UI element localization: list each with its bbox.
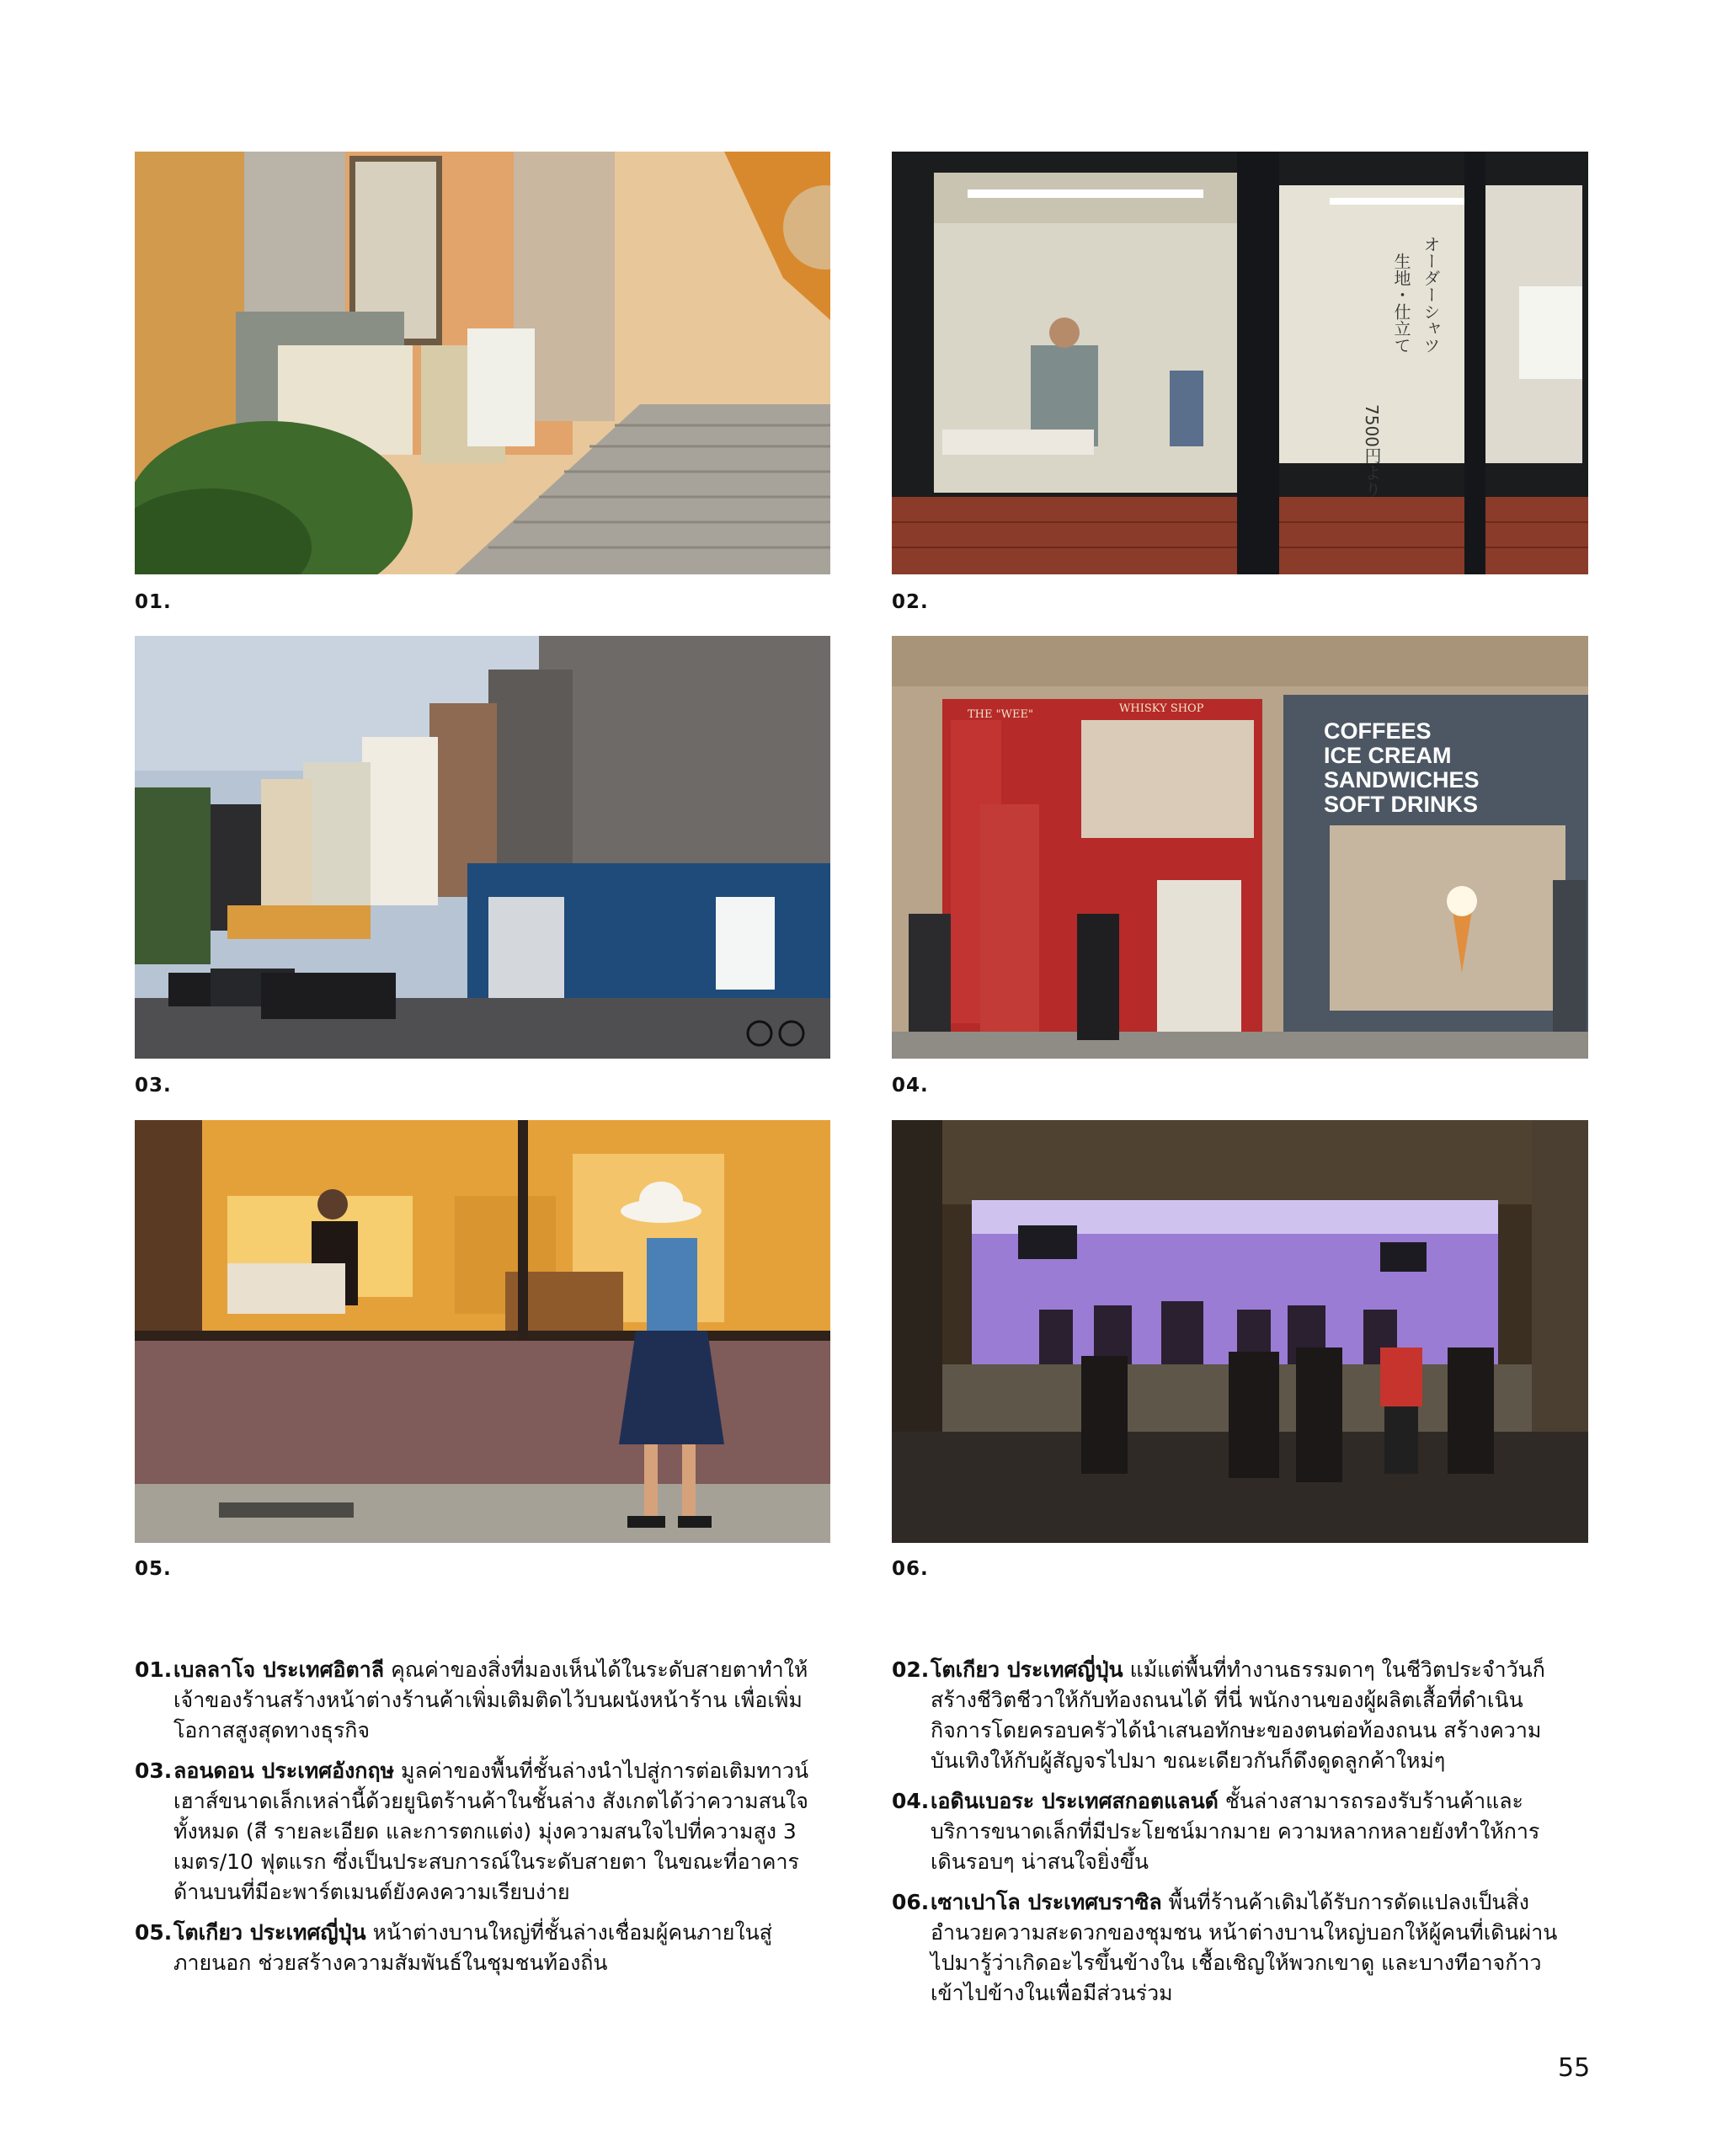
p4-menu-3: SOFT DRINKS — [1324, 792, 1479, 817]
photo-label-02: 02. — [892, 591, 929, 613]
caption-number: 01. — [135, 1657, 173, 1682]
p4-menu-0: COFFEES — [1324, 718, 1432, 744]
photo-label-03: 03. — [135, 1075, 172, 1097]
photo-01 — [135, 152, 830, 574]
p2-sign-middle: 生地・仕立て — [1391, 253, 1411, 354]
caption-number: 03. — [135, 1758, 173, 1783]
caption-text: มูลค่าของพื้นที่ชั้นล่างนำไปสู่การต่อเติมทาวน์เฮาส์ขนาดเล็กเหล่านี้ด้วยยูนิตร้านค้าในชั้นล่าง สังเกตได้ว่าความสนใจทั้งหมด (สี รายละเอียด และการตกแต่ง) มุ่งความสนใจไปที่ความสูง 3 เมตร/10 ฟุตแรก ซึ่งเป็นประสบการณ์ในระดับสายตา ในขณะที่อาคารด้านบนที่มีอะพาร์ตเมนต์ยังคงความเรียบง่าย — [173, 1758, 809, 1904]
photo-label-04: 04. — [892, 1075, 929, 1097]
caption-place: เอดินเบอระ ประเทศสกอตแลนด์ — [931, 1789, 1219, 1813]
page-number: 55 — [1558, 2053, 1591, 2083]
caption-place: เบลลาโจ ประเทศอิตาลี — [173, 1657, 385, 1682]
photo-05 — [135, 1120, 830, 1543]
caption-text: ชั้นล่างสามารถรองรับร้านค้าและบริการขนาดเล็กที่มีประโยชน์มากมาย ความหลากหลายยังทำให้การเดินรอบๆ น่าสนใจยิ่งขึ้น — [931, 1789, 1540, 1874]
caption-04 — [892, 1786, 1570, 1877]
caption-02 — [892, 1655, 1570, 1776]
photo-06 — [892, 1120, 1588, 1543]
p2-sign-top: オーダーシャツ — [1421, 236, 1441, 354]
caption-05 — [135, 1918, 813, 1978]
p4-menu-1: ICE CREAM — [1324, 743, 1452, 768]
p2-sign-bottom: 7500円より — [1362, 404, 1382, 498]
photo-label-06: 06. — [892, 1558, 929, 1580]
caption-text: พื้นที่ร้านค้าเดิมได้รับการดัดแปลงเป็นสิ่งอำนวยความสะดวกของชุมชน หน้าต่างบานใหญ่บอกให้ผู้คนที่เดินผ่านไปมารู้ว่าเกิดอะไรขึ้นข้างใน เชื้อเชิญให้พวกเขาดู และบางทีอาจก้าวเข้าไปข้างในเพื่อมีส่วนร่วม — [931, 1890, 1558, 2005]
caption-number: 06. — [892, 1890, 930, 1914]
photo-04 — [892, 636, 1588, 1059]
caption-place: ลอนดอน ประเทศอังกฤษ — [173, 1758, 395, 1783]
photo-02 — [892, 152, 1588, 574]
caption-text: หน้าต่างบานใหญ่ที่ชั้นล่างเชื่อมผู้คนภายในสู่ภายนอก ช่วยสร้างความสัมพันธ์ในชุมชนท้องถิ่น — [173, 1920, 772, 1975]
captions-right — [892, 1655, 1570, 2019]
caption-number: 02. — [892, 1657, 930, 1682]
caption-place: โตเกียว ประเทศญี่ปุ่น — [173, 1920, 366, 1945]
caption-place: โตเกียว ประเทศญี่ปุ่น — [931, 1657, 1123, 1682]
photo-label-05: 05. — [135, 1558, 172, 1580]
p4-shop-name: THE "WEE" — [968, 708, 1033, 721]
p4-shop-type: WHISKY SHOP — [1119, 702, 1204, 715]
p4-menu-2: SANDWICHES — [1324, 767, 1480, 792]
caption-number: 05. — [135, 1920, 173, 1945]
photo-03 — [135, 636, 830, 1059]
caption-text: แม้แต่พื้นที่ทำงานธรรมดาๆ ในชีวิตประจำวันก็สร้างชีวิตชีวาให้กับท้องถนนได้ ที่นี่ พนักงานของผู้ผลิตเสื้อที่ดำเนินกิจการโดยครอบครัวได้นำเสนอทักษะของตนต่อท้องถนน สร้างความบันเทิงให้กับผู้สัญจรไปมา ขณะเดียวกันก็ดึงดูดลูกค้าใหม่ๆ — [931, 1657, 1545, 1773]
caption-number: 04. — [892, 1789, 930, 1813]
captions-left — [135, 1655, 813, 1988]
caption-01 — [135, 1655, 813, 1746]
caption-place: เซาเปาโล ประเทศบราซิล — [931, 1890, 1162, 1914]
caption-06 — [892, 1887, 1570, 2009]
caption-03 — [135, 1756, 813, 1908]
caption-text: คุณค่าของสิ่งที่มองเห็นได้ในระดับสายตาทำให้เจ้าของร้านสร้างหน้าต่างร้านค้าเพิ่มเติมติดไว้บนผนังหน้าร้าน เพื่อเพิ่มโอกาสสูงสุดทางธุรกิจ — [173, 1657, 808, 1742]
photo-label-01: 01. — [135, 591, 172, 613]
